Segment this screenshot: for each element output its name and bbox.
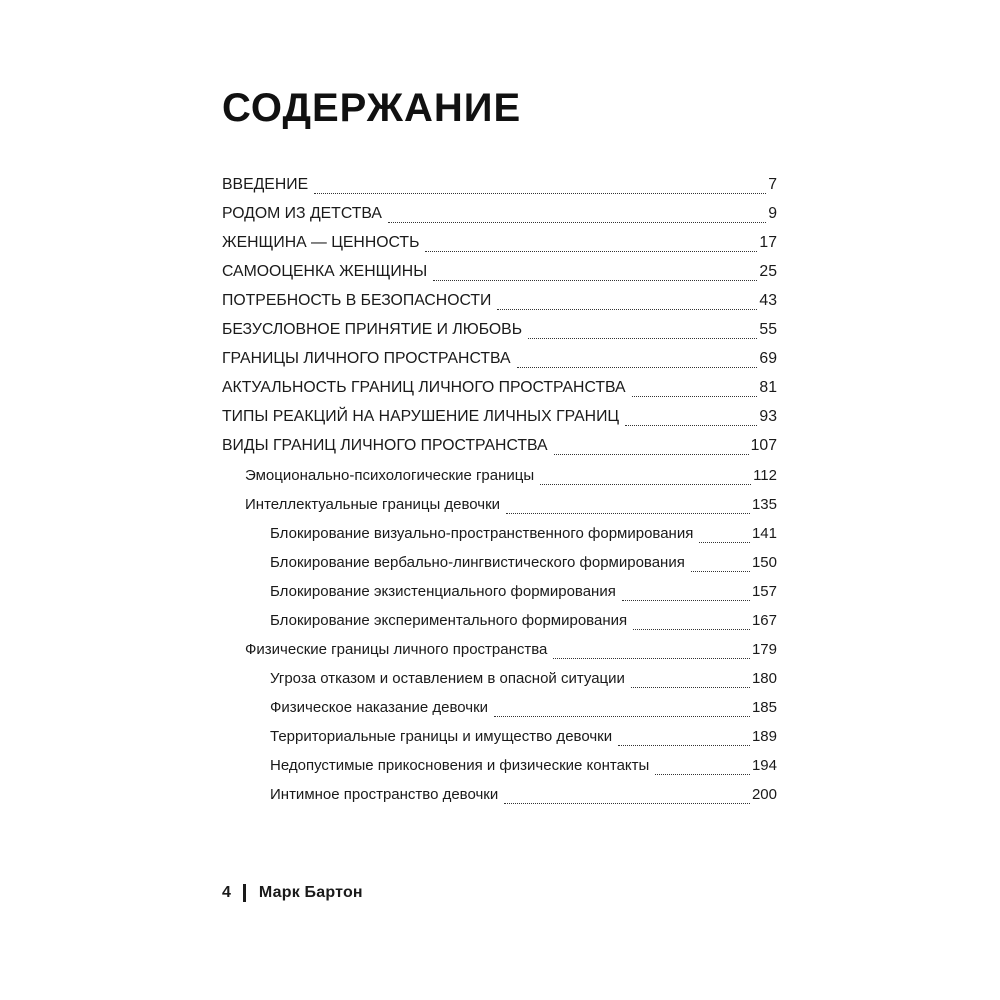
toc-entry[interactable] <box>222 346 777 372</box>
toc-entry[interactable] <box>245 637 777 663</box>
toc-entry-title: Интеллектуальные границы девочки <box>245 495 501 513</box>
toc-entry-page: 17 <box>759 234 777 252</box>
toc-entry-page: 107 <box>750 437 777 455</box>
toc-dot-leader <box>618 745 750 746</box>
toc-dot-leader <box>655 774 750 775</box>
toc-entry-page: 25 <box>759 263 777 281</box>
toc-entry[interactable] <box>222 201 777 227</box>
toc-entry-title: Физическое наказание девочки <box>270 698 489 716</box>
toc-entry-title: Блокирование визуально-пространственного формирования <box>270 524 694 542</box>
toc-entry-title: Территориальные границы и имущество девочки <box>270 727 613 745</box>
toc-entry-title: Блокирование экзистенциального формирования <box>270 582 616 600</box>
toc-dot-leader <box>553 658 750 659</box>
toc-dot-leader <box>388 222 766 223</box>
toc-entry[interactable] <box>270 753 777 779</box>
toc-entry[interactable] <box>222 172 777 198</box>
toc-dot-leader <box>314 193 766 194</box>
toc-dot-leader <box>554 454 749 455</box>
toc-entry[interactable] <box>222 259 777 285</box>
toc-dot-leader <box>625 425 757 426</box>
toc-dot-leader <box>517 367 758 368</box>
toc-entry-title: БЕЗУСЛОВНОЕ ПРИНЯТИЕ И ЛЮБОВЬ <box>222 321 523 339</box>
toc-entry-page: 69 <box>759 350 777 368</box>
toc-entry[interactable] <box>270 550 777 576</box>
toc-entry[interactable] <box>270 695 777 721</box>
toc-entry-page: 141 <box>751 524 777 542</box>
toc-entry[interactable] <box>270 608 777 634</box>
toc-entry-page: 180 <box>751 669 777 687</box>
toc-entry-title: РОДОМ ИЗ ДЕТСТВА <box>222 205 382 223</box>
toc-dot-leader <box>433 280 757 281</box>
toc-entry-title: Недопустимые прикосновения и физические контакты <box>270 757 650 774</box>
footer-author: Марк Бартон <box>258 884 363 901</box>
toc-entry-title: Блокирование вербально-лингвистического формирования <box>270 553 685 571</box>
toc-entry-title: ТИПЫ РЕАКЦИЙ НА НАРУШЕНИЕ ЛИЧНЫХ ГРАНИЦ <box>222 408 620 426</box>
toc-entry-page: 167 <box>751 611 777 629</box>
toc-entry[interactable] <box>222 433 777 459</box>
toc-entry-page: 55 <box>759 321 777 339</box>
toc-entry[interactable] <box>270 724 777 750</box>
page-title: СОДЕРЖАНИЕ <box>222 86 522 130</box>
toc-entry-page: 179 <box>751 640 777 658</box>
toc-entry[interactable] <box>270 782 777 808</box>
footer-page-number: 4 <box>222 884 231 901</box>
toc-entry[interactable] <box>245 463 777 489</box>
toc-entry-title: Физические границы личного пространства <box>245 640 548 658</box>
toc-entry[interactable] <box>222 288 777 314</box>
toc-entry-title: ВВЕДЕНИЕ <box>222 176 309 193</box>
toc-entry-page: 189 <box>751 727 777 745</box>
toc-dot-leader <box>540 484 751 485</box>
toc-entry-page: 200 <box>751 786 777 804</box>
toc-entry-title: Эмоционально-психологические границы <box>245 466 535 484</box>
toc-entry-page: 112 <box>753 466 777 484</box>
toc-entry-page: 157 <box>751 582 777 600</box>
toc-dot-leader <box>631 687 750 688</box>
toc-dot-leader <box>497 309 757 310</box>
toc-dot-leader <box>528 338 757 339</box>
toc-dot-leader <box>691 571 750 572</box>
toc-entry-title: АКТУАЛЬНОСТЬ ГРАНИЦ ЛИЧНОГО ПРОСТРАНСТВА <box>222 379 626 397</box>
toc-entry-page: 93 <box>759 408 777 426</box>
toc-entry[interactable] <box>222 230 777 256</box>
toc-dot-leader <box>699 542 750 543</box>
toc-dot-leader <box>622 600 750 601</box>
toc-entry[interactable] <box>245 492 777 518</box>
toc-entry-title: ПОТРЕБНОСТЬ В БЕЗОПАСНОСТИ <box>222 292 492 310</box>
toc-entry[interactable] <box>222 404 777 430</box>
toc-entry[interactable] <box>222 317 777 343</box>
toc-dot-leader <box>504 803 750 804</box>
toc-entry-title: ЖЕНЩИНА — ЦЕННОСТЬ <box>222 234 420 252</box>
toc-entry-page: 185 <box>751 698 777 716</box>
toc-dot-leader <box>632 396 758 397</box>
toc-entry-title: Интимное пространство девочки <box>270 786 499 804</box>
toc-dot-leader <box>506 513 750 514</box>
toc-entry-title: САМООЦЕНКА ЖЕНЩИНЫ <box>222 263 428 281</box>
toc-dot-leader <box>633 629 750 630</box>
toc-entry-title: Блокирование экспериментального формирования <box>270 611 628 629</box>
toc-entry-page: 81 <box>759 379 777 397</box>
toc-entry[interactable] <box>270 579 777 605</box>
toc-entry[interactable] <box>222 375 777 401</box>
toc-entry-title: ГРАНИЦЫ ЛИЧНОГО ПРОСТРАНСТВА <box>222 350 511 368</box>
toc-entry-page: 150 <box>751 553 777 571</box>
toc-entry-page: 194 <box>751 757 777 774</box>
footer-separator <box>243 884 246 902</box>
toc-entry-page: 7 <box>768 176 777 193</box>
toc-entry-title: Угроза отказом и оставлением в опасной ситуации <box>270 669 625 687</box>
toc-dot-leader <box>494 716 750 717</box>
toc-dot-leader <box>425 251 757 252</box>
toc-entry[interactable] <box>270 521 777 547</box>
toc-entry-page: 135 <box>751 495 777 513</box>
toc-entry-page: 9 <box>768 205 777 223</box>
toc-entry[interactable] <box>270 666 777 692</box>
page-footer <box>222 881 363 905</box>
toc-entry-page: 43 <box>759 292 777 310</box>
toc-entry-title: ВИДЫ ГРАНИЦ ЛИЧНОГО ПРОСТРАНСТВА <box>222 437 548 455</box>
